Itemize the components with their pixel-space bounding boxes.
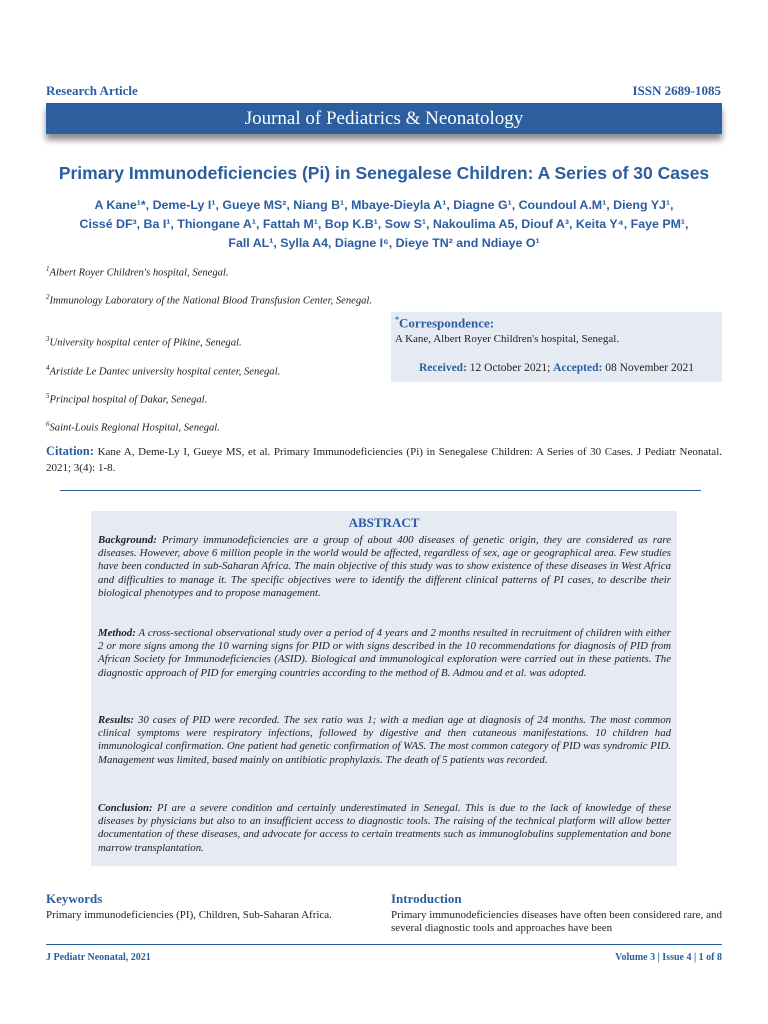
keywords-heading: Keywords: [46, 891, 103, 906]
accepted-date: 08 November 2021: [605, 362, 694, 374]
abstract-title: ABSTRACT: [348, 515, 420, 530]
received-date: 12 October 2021;: [469, 362, 551, 374]
citation: [46, 444, 722, 476]
accepted-label: Accepted:: [553, 362, 603, 374]
citation-text: Kane A, Deme-Ly I, Gueye MS, et al. Primary Immunodeficiencies (Pi) in Senegalese Children: A Series of 30 Cases. J Pediatr Neonatal. 2021; 3(4): 1-8.: [46, 446, 722, 474]
footer-divider: [46, 944, 722, 945]
article-type-label: Research Article: [46, 83, 138, 98]
affiliation-item: $^2$Immunology Laboratory of the National Blood Transfusion Center, Senegal.: [46, 293, 373, 307]
abstract-background: Background: Primary immunodeficiencies are a group of about 400 diseases of genetic origin, they are considered as rare diseases. However, above 6 million people in the world would be affected, regardless of sex, age or geographical area. Few studies have been conducted in sub-Saharan Africa. The main objective of this study was to show existence of these diseases in West Africa and difficulties to manage it. The specific objectives were to identify the different clinical patterns of PI cases, to describe their biological phenotypes and to propose management.: [98, 534, 671, 599]
divider: [60, 490, 701, 491]
affiliation-item: $^5$Principal hospital of Dakar, Senegal.: [46, 392, 208, 406]
introduction-text: Primary immunodeficiencies diseases have often been considered rare, and several diagnostic tools and approaches have been: [391, 909, 722, 934]
introduction-heading: Introduction: [391, 891, 462, 906]
footer-page-info: Volume 3 | Issue 4 | 1 of 8: [615, 952, 722, 963]
author-line: Fall AL¹, Sylla A4, Diagne I⁶, Dieye TN² and Ndiaye O¹: [228, 236, 540, 250]
journal-banner: Journal of Pediatrics & Neonatology: [46, 103, 722, 134]
correspondence-text: A Kane, Albert Royer Children's hospital, Senegal.: [395, 333, 620, 345]
abstract-method: Method: A cross-sectional observational study over a period of 4 years and 2 months resulted in recruitment of children with either 2 or more signs among the 10 warning signs for PID or with signs described in the 10 recommendations for diagnosis of PID from African Society for Immunodeficiencies (ASID). Biological and immunological exploration were carried out in these patients. The diagnostic approach of PID for emerging countries according to the method of B. Admou and et al. was adopted.: [98, 627, 671, 679]
affiliation-item: $^4$Aristide Le Dantec university hospital center, Senegal.: [46, 364, 281, 378]
abstract-conclusion: Conclusion: PI are a severe condition and certainly underestimated in Senegal. This is due to the lack of knowledge of these diseases by physicians but also to an insufficient access to diagnostic tools. The raising of the technical platform will allow better documentation of these diseases, and advocate for access to certain treatments such as immunoglobulins supplementation and bone marrow transplantation.: [98, 802, 671, 854]
keywords-text: Primary immunodeficiencies (PI), Children, Sub-Saharan Africa.: [46, 909, 332, 921]
issn-label: ISSN 2689-1085: [632, 83, 721, 98]
article-title: Primary Immunodeficiencies (Pi) in Senegalese Children: A Series of 30 Cases: [58, 163, 710, 183]
author-list: [30, 196, 738, 253]
affiliation-item: $^3$University hospital center of Pikine, Senegal.: [46, 335, 242, 349]
author-line: A Kane¹*, Deme-Ly I¹, Gueye MS², Niang B¹, Mbaye-Dieyla A¹, Diagne G¹, Coundoul A.M¹, Dieng YJ¹,: [94, 198, 674, 212]
affiliation-item: $^6$Saint-Louis Regional Hospital, Senegal.: [46, 420, 220, 434]
author-line: Cissé DF³, Ba I¹, Thiongane A¹, Fattah M¹, Bop K.B¹, Sow S¹, Nakoulima A5, Diouf A³, Keita Y⁴, Faye PM¹,: [79, 217, 689, 231]
footer-journal: J Pediatr Neonatal, 2021: [46, 952, 151, 963]
abstract-results: Results: 30 cases of PID were recorded. The sex ratio was 1; with a median age at diagnosis of 24 months. The most common clinical symptoms were respiratory infections, followed by digestive and then cutaneous manifestations. 10 children had immunological confirmation. One patient had genetic confirmation of WAS. The most common category of PID was syndromic PID. Management was limited, based mainly on antibiotic prophylaxis. The death of 5 patients was recorded.: [98, 714, 671, 766]
correspondence-heading: *Correspondence:: [395, 315, 495, 331]
citation-label: Citation:: [46, 444, 94, 458]
affiliation-item: $^1$Albert Royer Children's hospital, Senegal.: [46, 265, 229, 279]
received-label: Received:: [419, 362, 467, 374]
article-dates: [391, 362, 722, 374]
